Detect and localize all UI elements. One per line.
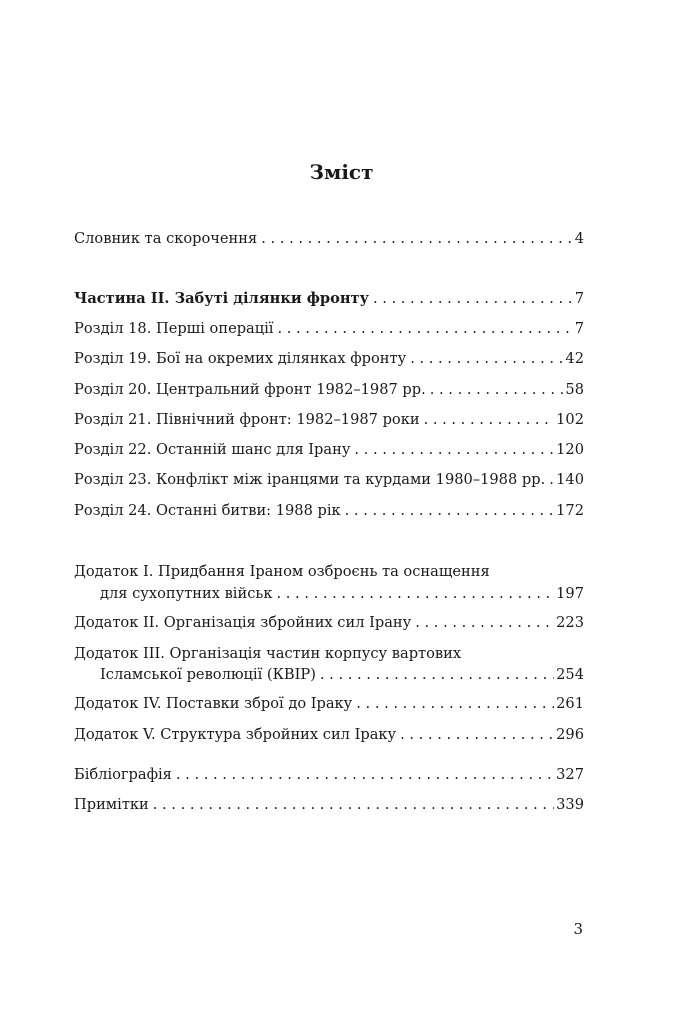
toc-entry-label: Розділ 22. Останній шанс для Ірану bbox=[74, 441, 351, 458]
toc-entry-page: 172 bbox=[556, 502, 584, 519]
leader-dots bbox=[261, 230, 572, 248]
leader-dots bbox=[373, 290, 573, 308]
toc-entry-page: 42 bbox=[565, 350, 584, 367]
toc-entry-page: 339 bbox=[556, 796, 584, 813]
leader-dots bbox=[276, 585, 554, 603]
toc-entry-chapter-22 bbox=[74, 441, 584, 459]
toc-entry-appendix-1 bbox=[74, 563, 584, 603]
leader-dots bbox=[424, 411, 555, 429]
toc-entry-label: Розділ 24. Останні битви: 1988 рік bbox=[74, 502, 341, 519]
toc-entry-appendix-4 bbox=[74, 695, 584, 713]
leader-dots bbox=[400, 726, 554, 744]
leader-dots bbox=[356, 695, 554, 713]
leader-dots bbox=[430, 381, 564, 399]
toc-entry-label: Бібліографія bbox=[74, 766, 172, 783]
toc-entry-chapter-19 bbox=[74, 350, 584, 368]
toc-entry-appendix-2 bbox=[74, 614, 584, 632]
toc-entry-page: 197 bbox=[556, 585, 584, 602]
toc-entry-page: 7 bbox=[574, 320, 584, 337]
leader-dots bbox=[410, 350, 563, 368]
toc-entry-page: 4 bbox=[574, 230, 584, 247]
toc-entry-page: 7 bbox=[574, 290, 584, 307]
toc-entry-chapter-21 bbox=[74, 411, 584, 429]
page-title: Зміст bbox=[309, 160, 374, 184]
toc-entry-page: 58 bbox=[565, 381, 584, 398]
toc-entry-notes bbox=[74, 796, 584, 814]
toc-entry-page: 296 bbox=[556, 726, 584, 743]
toc-entry-page: 254 bbox=[556, 666, 584, 683]
page-number: 3 bbox=[573, 920, 583, 938]
leader-dots bbox=[345, 502, 554, 520]
toc-entry-label-line1: Додаток І. Придбання Іраном озброєнь та оснащення bbox=[74, 563, 490, 580]
toc-entry-chapter-24 bbox=[74, 502, 584, 520]
toc-entry-glossary bbox=[74, 230, 584, 248]
toc-entry-chapter-23 bbox=[74, 471, 584, 489]
leader-dots bbox=[153, 796, 554, 814]
toc-entry-page: 261 bbox=[556, 695, 584, 712]
toc-entry-bibliography bbox=[74, 766, 584, 784]
toc-entry-label: Додаток IV. Поставки зброї до Іраку bbox=[74, 695, 353, 712]
toc-entry-label: Словник та скорочення bbox=[74, 230, 258, 247]
toc-entry-chapter-20 bbox=[74, 381, 584, 399]
leader-dots bbox=[176, 766, 554, 784]
leader-dots bbox=[320, 666, 554, 684]
toc-entry-label: Додаток V. Структура збройних сил Іраку bbox=[74, 726, 397, 743]
toc-entry-label-line1: Додаток ІІІ. Організація частин корпусу вартових bbox=[74, 645, 462, 662]
toc-entry-label: Розділ 23. Конфлікт між іранцями та курдами 1980–1988 рр. bbox=[74, 471, 546, 488]
leader-dots bbox=[415, 614, 554, 632]
toc-entry-label: для сухопутних військ bbox=[100, 585, 273, 602]
toc-entry-chapter-18 bbox=[74, 320, 584, 338]
toc-entry-appendix-3 bbox=[74, 645, 584, 684]
leader-dots bbox=[277, 320, 572, 338]
toc-entry-page: 102 bbox=[556, 411, 584, 428]
toc-entry-label: Розділ 19. Бої на окремих ділянках фронту bbox=[74, 350, 407, 367]
toc-entry-label: Ісламської революції (КВІР) bbox=[100, 666, 316, 683]
toc-entry-label: Частина ІІ. Забуті ділянки фронту bbox=[74, 290, 369, 307]
toc-entry-label: Розділ 18. Перші операції bbox=[74, 320, 274, 337]
toc-entry-label: Додаток ІІ. Організація збройних сил Ірану bbox=[74, 614, 412, 631]
toc-entry-page: 223 bbox=[556, 614, 584, 631]
toc-entry-page: 327 bbox=[556, 766, 584, 783]
toc-entry-page: 120 bbox=[556, 441, 584, 458]
toc-entry-appendix-5 bbox=[74, 726, 584, 744]
toc-entry-page: 140 bbox=[556, 471, 584, 488]
leader-dots bbox=[354, 441, 554, 459]
toc-entry-part-2 bbox=[74, 290, 584, 308]
toc-entry-label: Примітки bbox=[74, 796, 149, 813]
toc-entry-label: Розділ 20. Центральний фронт 1982–1987 рр. bbox=[74, 381, 426, 398]
toc-entry-label: Розділ 21. Північний фронт: 1982–1987 роки bbox=[74, 411, 420, 428]
